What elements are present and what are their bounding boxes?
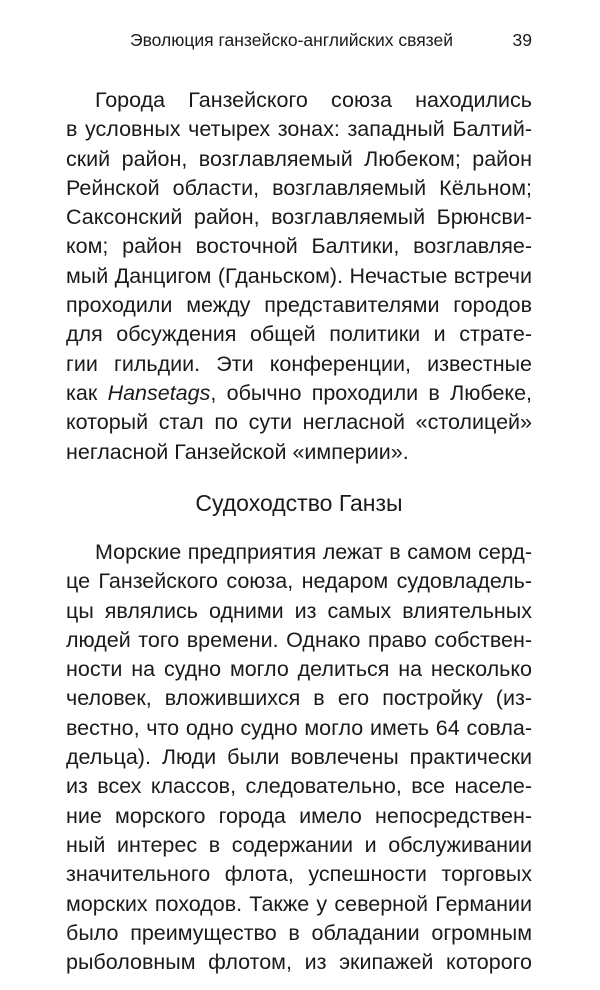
text-line: человек, вложившихся в его постройку (из- bbox=[66, 686, 532, 711]
text-line: ный интерес в содержании и обслуживании bbox=[66, 832, 532, 857]
text-line: ние морского города имело непосредствен- bbox=[66, 803, 532, 828]
running-header bbox=[66, 30, 532, 58]
text-line: Города Ганзейского союза находились bbox=[95, 88, 532, 112]
running-title: Эволюция ганзейско-английских связей bbox=[130, 30, 454, 50]
text-line: морских походов. Также у северной Германии bbox=[66, 891, 532, 916]
text-line: вестно, что одно судно могло иметь 64 совла- bbox=[66, 715, 532, 740]
text-line: негласной Ганзейской «империи». bbox=[66, 439, 409, 464]
hansetags-term: Hansetags bbox=[107, 380, 211, 405]
text-line: людей того времени. Однако право собствен- bbox=[66, 627, 532, 652]
text-fragment: как bbox=[66, 380, 108, 405]
text-line: для обсуждения общей политики и страте- bbox=[66, 322, 532, 347]
text-line: мый Данцигом (Гданьском). Нечастые встречи bbox=[66, 263, 532, 288]
page-number: 39 bbox=[512, 30, 532, 50]
text-line: значительного флота, успешности торговых bbox=[66, 862, 532, 887]
text-line: Рейнской области, возглавляемый Кёльном; bbox=[66, 175, 532, 200]
text-line: ком; район восточной Балтики, возглавляе- bbox=[66, 234, 532, 259]
paragraph-hanseatic-zones bbox=[66, 86, 532, 467]
text-fragment: , обычно проходили в Любеке, bbox=[210, 380, 533, 405]
text-line: ский район, возглавляемый Любеком; район bbox=[66, 146, 532, 171]
text-line: было преимущество в обладании огромным bbox=[66, 920, 532, 945]
text-line: це Ганзейского союза, недаром судовладель- bbox=[66, 569, 532, 594]
text-line: Морские предприятия лежат в самом серд- bbox=[95, 540, 532, 564]
text-line: цы являлись одними из самых влиятельных bbox=[66, 598, 532, 623]
text-line: который стал по сути негласной «столицей» bbox=[66, 410, 532, 435]
text-line: ности на судно могло делиться на несколько bbox=[66, 657, 532, 682]
text-line: из всех классов, следовательно, все населе- bbox=[66, 774, 532, 799]
text-line: проходили между представителями городов bbox=[66, 293, 532, 318]
text-line: в условных четырех зонах: западный Балтий- bbox=[66, 117, 532, 142]
text-line: дельца). Люди были вовлечены практически bbox=[66, 745, 532, 770]
text-line: рыболовным флотом, из экипажей которого bbox=[66, 950, 532, 975]
text-line: Саксонский район, возглавляемый Брюнсви- bbox=[66, 205, 532, 230]
text-line bbox=[66, 379, 532, 408]
section-heading: Судоходство Ганзы bbox=[195, 490, 403, 516]
paragraph-hanseatic-shipping bbox=[66, 538, 532, 977]
text-line: гии гильдии. Эти конференции, известные bbox=[66, 351, 532, 376]
